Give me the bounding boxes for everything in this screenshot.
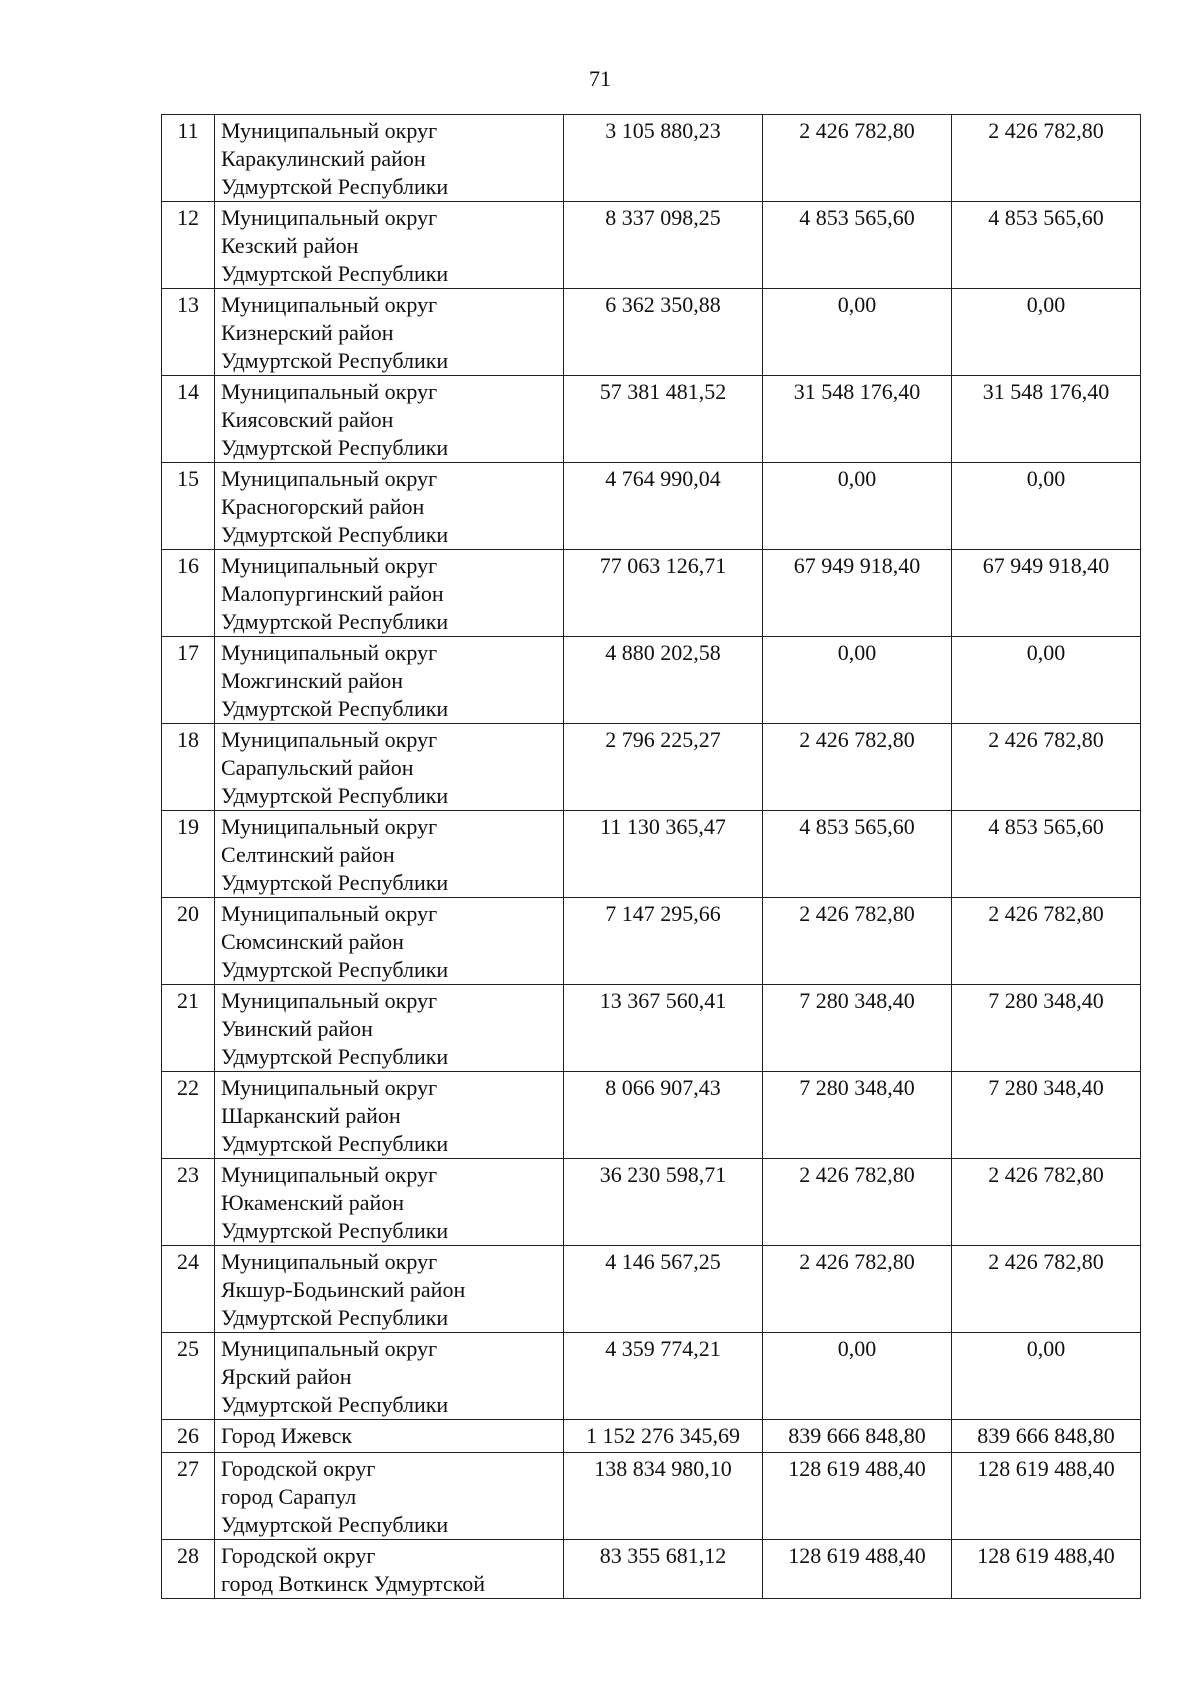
municipality-name-cell (215, 1159, 564, 1246)
amount-cell-1: 77 063 126,71 (564, 550, 763, 637)
amount-cell-1: 4 764 990,04 (564, 463, 763, 550)
row-number-cell: 18 (162, 724, 215, 811)
municipality-name-line: Можгинский район (221, 668, 404, 693)
amount-cell-3: 0,00 (952, 637, 1141, 724)
amount-cell-1: 3 105 880,23 (564, 115, 763, 202)
municipality-name-line: Удмуртской Республики (221, 1512, 449, 1537)
municipality-name-line: Сюмсинский район (221, 929, 404, 954)
table-row (162, 1333, 1141, 1420)
table-row (162, 1453, 1141, 1540)
municipality-name-line: Удмуртской Республики (221, 348, 449, 373)
municipality-name-line: Ярский район (221, 1364, 352, 1389)
row-number-cell: 20 (162, 898, 215, 985)
municipality-name-line: Муниципальный округ (221, 640, 438, 665)
municipality-name-line: Муниципальный округ (221, 1075, 438, 1100)
municipality-name-cell (215, 637, 564, 724)
amount-cell-3: 2 426 782,80 (952, 1159, 1141, 1246)
amount-cell-2: 0,00 (763, 289, 952, 376)
row-number-cell: 23 (162, 1159, 215, 1246)
municipality-name-line: Сарапульский район (221, 755, 414, 780)
municipality-name-line: Селтинский район (221, 842, 395, 867)
amount-cell-1: 1 152 276 345,69 (564, 1420, 763, 1453)
amount-cell-1: 6 362 350,88 (564, 289, 763, 376)
amount-cell-3: 2 426 782,80 (952, 898, 1141, 985)
municipality-name-line: Удмуртской Республики (221, 1305, 449, 1330)
municipality-name-line: Муниципальный округ (221, 466, 438, 491)
amount-cell-3: 0,00 (952, 1333, 1141, 1420)
municipality-name-line: Удмуртской Республики (221, 870, 449, 895)
municipality-name-line: Юкаменский район (221, 1190, 405, 1215)
municipality-name-cell (215, 289, 564, 376)
table-row (162, 1159, 1141, 1246)
amount-cell-1: 11 130 365,47 (564, 811, 763, 898)
row-number-cell: 11 (162, 115, 215, 202)
municipality-name-cell (215, 1540, 564, 1599)
amount-cell-1: 4 146 567,25 (564, 1246, 763, 1333)
amount-cell-2: 2 426 782,80 (763, 724, 952, 811)
municipality-name-cell (215, 898, 564, 985)
table-row (162, 1072, 1141, 1159)
amount-cell-3: 4 853 565,60 (952, 811, 1141, 898)
municipality-name-line: Удмуртской Республики (221, 522, 449, 547)
municipality-name-line: Муниципальный округ (221, 205, 438, 230)
amount-cell-1: 7 147 295,66 (564, 898, 763, 985)
municipality-name-line: Муниципальный округ (221, 901, 438, 926)
municipality-name-line: Красногорский район (221, 494, 425, 519)
row-number-cell: 28 (162, 1540, 215, 1599)
table-row (162, 898, 1141, 985)
amount-cell-2: 2 426 782,80 (763, 1159, 952, 1246)
table-row (162, 463, 1141, 550)
municipality-name-line: Киясовский район (221, 407, 394, 432)
municipality-name-line: Муниципальный округ (221, 553, 438, 578)
municipality-name-line: Город Ижевск (221, 1423, 353, 1448)
municipality-name-line: Кизнерский район (221, 320, 394, 345)
amount-cell-3: 2 426 782,80 (952, 724, 1141, 811)
municipality-name-line: Удмуртской Республики (221, 261, 449, 286)
municipality-name-line: Муниципальный округ (221, 814, 438, 839)
municipality-name-line: Муниципальный округ (221, 379, 438, 404)
municipality-name-line: Муниципальный округ (221, 727, 438, 752)
table-row (162, 985, 1141, 1072)
amount-cell-2: 2 426 782,80 (763, 1246, 952, 1333)
amount-cell-1: 13 367 560,41 (564, 985, 763, 1072)
amount-cell-1: 83 355 681,12 (564, 1540, 763, 1599)
amount-cell-3: 839 666 848,80 (952, 1420, 1141, 1453)
amount-cell-3: 0,00 (952, 289, 1141, 376)
municipality-name-line: Муниципальный округ (221, 292, 438, 317)
municipality-name-cell (215, 985, 564, 1072)
municipality-name-cell (215, 724, 564, 811)
amount-cell-1: 36 230 598,71 (564, 1159, 763, 1246)
table-row (162, 376, 1141, 463)
table-body (162, 115, 1141, 1599)
municipality-name-line: Муниципальный округ (221, 118, 438, 143)
amount-cell-3: 128 619 488,40 (952, 1453, 1141, 1540)
municipality-name-line: Удмуртской Республики (221, 957, 449, 982)
municipality-name-line: Удмуртской Республики (221, 1392, 449, 1417)
amount-cell-2: 7 280 348,40 (763, 985, 952, 1072)
municipality-name-cell (215, 463, 564, 550)
table-row (162, 550, 1141, 637)
row-number-cell: 19 (162, 811, 215, 898)
amount-cell-3: 67 949 918,40 (952, 550, 1141, 637)
amount-cell-1: 57 381 481,52 (564, 376, 763, 463)
row-number-cell: 26 (162, 1420, 215, 1453)
row-number-cell: 21 (162, 985, 215, 1072)
municipality-name-line: Городской округ (221, 1543, 376, 1568)
amount-cell-2: 128 619 488,40 (763, 1453, 952, 1540)
amount-cell-1: 8 337 098,25 (564, 202, 763, 289)
municipality-name-line: Увинский район (221, 1016, 373, 1041)
amount-cell-3: 7 280 348,40 (952, 1072, 1141, 1159)
municipality-name-line: Муниципальный округ (221, 1162, 438, 1187)
table-row (162, 1420, 1141, 1453)
row-number-cell: 12 (162, 202, 215, 289)
amount-cell-1: 4 359 774,21 (564, 1333, 763, 1420)
municipality-name-line: Каракулинский район (221, 146, 426, 171)
table-row (162, 811, 1141, 898)
amount-cell-2: 839 666 848,80 (763, 1420, 952, 1453)
amount-cell-1: 4 880 202,58 (564, 637, 763, 724)
row-number-cell: 27 (162, 1453, 215, 1540)
municipality-name-line: Кезский район (221, 233, 359, 258)
amount-cell-2: 4 853 565,60 (763, 811, 952, 898)
municipality-name-cell (215, 1072, 564, 1159)
municipality-name-line: Городской округ (221, 1456, 376, 1481)
municipality-name-line: Муниципальный округ (221, 1336, 438, 1361)
row-number-cell: 22 (162, 1072, 215, 1159)
municipality-name-cell (215, 550, 564, 637)
amount-cell-2: 4 853 565,60 (763, 202, 952, 289)
amount-cell-2: 2 426 782,80 (763, 115, 952, 202)
municipality-name-cell (215, 1453, 564, 1540)
row-number-cell: 14 (162, 376, 215, 463)
row-number-cell: 24 (162, 1246, 215, 1333)
amount-cell-3: 31 548 176,40 (952, 376, 1141, 463)
municipality-name-cell (215, 811, 564, 898)
municipality-name-line: Удмуртской Республики (221, 435, 449, 460)
municipality-name-cell (215, 1246, 564, 1333)
municipality-name-line: Муниципальный округ (221, 1249, 438, 1274)
row-number-cell: 16 (162, 550, 215, 637)
table-row (162, 115, 1141, 202)
amount-cell-2: 67 949 918,40 (763, 550, 952, 637)
amount-cell-3: 2 426 782,80 (952, 115, 1141, 202)
municipality-name-line: город Воткинск Удмуртской (221, 1571, 486, 1596)
amount-cell-1: 138 834 980,10 (564, 1453, 763, 1540)
amount-cell-3: 4 853 565,60 (952, 202, 1141, 289)
row-number-cell: 13 (162, 289, 215, 376)
table-row (162, 1246, 1141, 1333)
table-row (162, 724, 1141, 811)
amount-cell-2: 2 426 782,80 (763, 898, 952, 985)
amount-cell-2: 0,00 (763, 637, 952, 724)
amount-cell-2: 7 280 348,40 (763, 1072, 952, 1159)
table-row (162, 637, 1141, 724)
municipality-name-line: Якшур-Бодьинский район (221, 1277, 466, 1302)
row-number-cell: 25 (162, 1333, 215, 1420)
municipality-name-line: Удмуртской Республики (221, 174, 449, 199)
table-row (162, 289, 1141, 376)
amount-cell-3: 7 280 348,40 (952, 985, 1141, 1072)
page-number: 71 (589, 66, 611, 91)
amount-cell-1: 8 066 907,43 (564, 1072, 763, 1159)
municipality-name-line: Удмуртской Республики (221, 783, 449, 808)
row-number-cell: 17 (162, 637, 215, 724)
table-row (162, 202, 1141, 289)
municipality-name-line: Удмуртской Республики (221, 696, 449, 721)
municipality-name-line: Удмуртской Республики (221, 609, 449, 634)
amount-cell-2: 31 548 176,40 (763, 376, 952, 463)
municipality-name-line: Удмуртской Республики (221, 1218, 449, 1243)
municipality-name-cell (215, 1420, 564, 1453)
municipality-name-line: Шарканский район (221, 1103, 401, 1128)
amount-cell-2: 0,00 (763, 463, 952, 550)
municipality-name-cell (215, 376, 564, 463)
budget-table (161, 114, 1141, 1599)
municipality-name-line: Малопургинский район (221, 581, 444, 606)
amount-cell-2: 128 619 488,40 (763, 1540, 952, 1599)
municipality-name-line: Удмуртской Республики (221, 1044, 449, 1069)
municipality-name-line: город Сарапул (221, 1484, 357, 1509)
municipality-name-cell (215, 202, 564, 289)
table-row (162, 1540, 1141, 1599)
row-number-cell: 15 (162, 463, 215, 550)
municipality-name-line: Удмуртской Республики (221, 1131, 449, 1156)
municipality-name-line: Муниципальный округ (221, 988, 438, 1013)
municipality-name-cell (215, 1333, 564, 1420)
amount-cell-2: 0,00 (763, 1333, 952, 1420)
amount-cell-3: 128 619 488,40 (952, 1540, 1141, 1599)
amount-cell-3: 0,00 (952, 463, 1141, 550)
municipality-name-cell (215, 115, 564, 202)
amount-cell-1: 2 796 225,27 (564, 724, 763, 811)
amount-cell-3: 2 426 782,80 (952, 1246, 1141, 1333)
